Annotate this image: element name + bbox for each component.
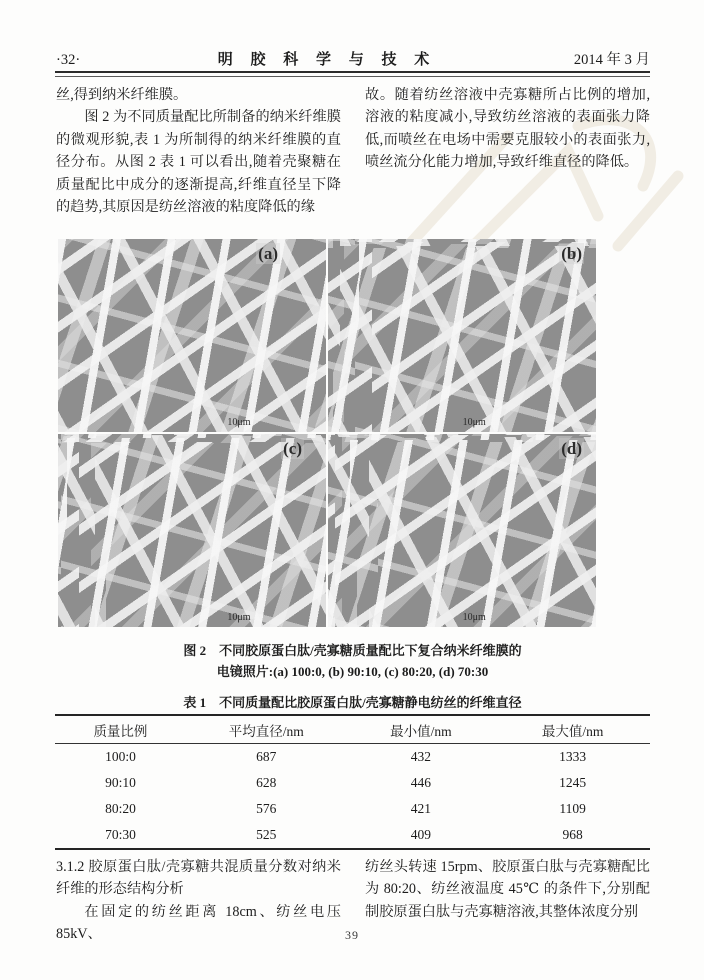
fiber-diameter-table [55,714,650,850]
figure-caption-line2: 电镜照片:(a) 100:0, (b) 90:10, (c) 80:20, (d) 70:30 [216,664,489,679]
left-column [56,84,341,218]
panel-label: (b) [561,244,582,263]
scale-bar-label: 10μm [227,417,251,428]
paragraph: 故。随着纺丝溶液中壳寡糖所占比例的增加,溶液的粘度减小,导致纺丝溶液的表面张力降低,而喷丝在电场中需要克服较小的表面张力,喷丝流分化能力增加,导致纤维直径的降低。 [365,87,650,171]
paragraph: 在固定的纺丝距离 18cm、纺丝电压 85kV、 [56,903,341,943]
table-cell: 100:0 [105,749,136,764]
scale-bar [427,417,521,428]
scale-bar [427,612,521,623]
panel-label: (a) [258,244,278,263]
table-cell: 70:30 [105,827,136,842]
body-text-top [56,84,650,218]
panel-label: (c) [283,439,302,458]
paragraph: 丝,得到纳米纤维膜。 [56,87,188,103]
right-column [365,84,650,218]
table-cell: 1109 [559,801,586,816]
table-cell: 421 [410,801,432,816]
issue-date: 2014 年 3 月 [573,52,650,68]
table-row [55,796,650,822]
table-title: 表 1 不同质量配比胶原蛋白肽/壳寡糖静电纺丝的纤维直径 [183,695,522,710]
sem-figure [58,239,596,627]
page-header [56,48,650,69]
figure-caption-line1: 图 2 不同胶原蛋白肽/壳寡糖质量配比下复合纳米纤维膜的 [183,643,522,658]
table-cell: 628 [256,775,277,790]
column-header: 最小值/nm [347,715,496,744]
table-cell: 1245 [559,775,587,790]
column-header: 质量比例 [55,715,186,744]
scale-bar-label: 10μm [462,417,486,428]
table-cell: 409 [410,827,432,842]
column-header: 平均直径/nm [186,715,347,744]
section-heading: 3.1.2 胶原蛋白肽/壳寡糖共混质量分数对纳米纤维的形态结构分析 [56,859,341,898]
table-cell: 687 [256,749,277,764]
table-cell: 525 [256,827,277,842]
scale-bar-label: 10μm [462,612,486,623]
table-cell: 80:20 [105,801,136,816]
table-row [55,744,650,771]
scale-bar [192,417,286,428]
paragraph: 纺丝头转速 15rpm、胶原蛋白肽与壳寡糖配比为 80:20、纺丝液温度 45℃ 的条件下,分别配制胶原蛋白肽与壳寡糖溶液,其整体浓度分别 [365,859,650,920]
header-page-label: ·32· [56,52,81,68]
sem-panel-b [328,239,596,432]
table-cell: 446 [410,775,432,790]
table-row [55,770,650,796]
journal-title: 明 胶 科 学 与 技 术 [217,52,437,68]
sem-panel-a [58,239,326,432]
column-header: 最大值/nm [495,715,650,744]
table-cell: 576 [256,801,277,816]
header-double-rule [55,71,650,77]
panel-label: (d) [561,439,582,458]
table-cell: 968 [562,827,583,842]
sem-panel-c [58,434,326,627]
table-row [55,822,650,849]
scale-bar-label: 10μm [227,612,251,623]
sem-panel-d [328,434,596,627]
table-cell: 90:10 [105,775,136,790]
page-number: 39 [345,928,359,942]
table-header-row [55,715,650,744]
scale-bar [192,612,286,623]
table-cell: 1333 [559,749,587,764]
table-cell: 432 [410,749,432,764]
figure-caption [55,640,650,682]
paragraph: 图 2 为不同质量配比所制备的纳米纤维膜的微观形貌,表 1 为所制得的纳米纤维膜的直径分布。从图 2 表 1 可以看出,随着壳聚糖在质量配比中成分的逐渐提高,纤维直径呈下降的趋势,其原因是纺丝溶液的粘度降低的缘 [56,109,341,216]
